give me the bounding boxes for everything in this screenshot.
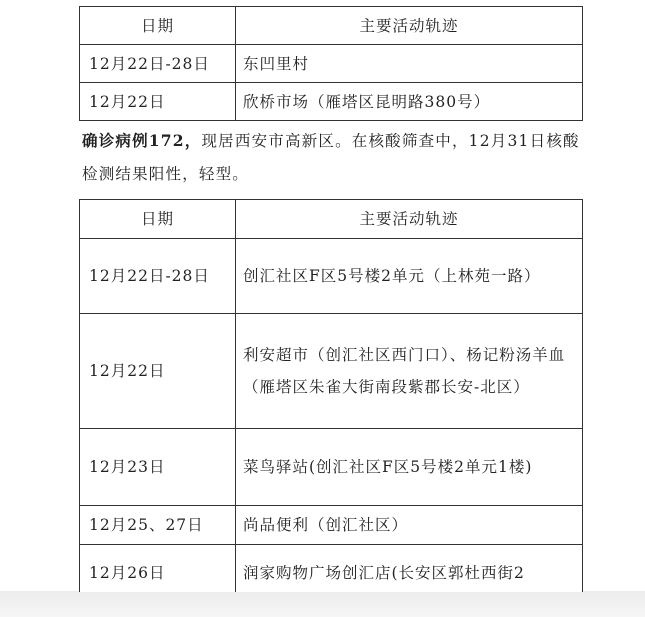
case-label: 确诊病例172，	[82, 131, 202, 150]
bottom-shade	[0, 591, 645, 617]
row-date: 12月26日	[80, 545, 236, 592]
row-activity: 欣桥市场（雁塔区昆明路380号）	[236, 83, 583, 121]
row-activity: 创汇社区F区5号楼2单元（上林苑一路）	[236, 239, 583, 314]
row-activity: 尚品便利（创汇社区）	[236, 506, 583, 545]
row-date: 12月23日	[80, 428, 236, 505]
table-row	[80, 239, 583, 314]
table-header-row	[80, 200, 583, 239]
table-row	[80, 545, 583, 592]
table-row	[80, 314, 583, 428]
header-activity: 主要活动轨迹	[236, 7, 583, 45]
table-row	[80, 506, 583, 545]
row-activity: 菜鸟驿站(创汇社区F区5号楼2单元1楼)	[236, 428, 583, 505]
row-date: 12月22日-28日	[80, 45, 236, 83]
activity-table-2	[79, 199, 583, 592]
table-row	[80, 428, 583, 505]
case-text: 现居西安市高新区。在核酸筛查中，12月31日核酸检测结果阳性，轻型。	[82, 132, 580, 183]
row-date: 12月22日	[80, 314, 236, 428]
row-date: 12月22日	[80, 83, 236, 121]
row-date: 12月25、27日	[80, 506, 236, 545]
header-activity: 主要活动轨迹	[236, 200, 583, 239]
header-date: 日期	[80, 7, 236, 45]
row-activity: 利安超市（创汇社区西门口）、杨记粉汤羊血（雁塔区朱雀大街南段紫郡长安-北区）	[236, 314, 583, 428]
row-activity: 润家购物广场创汇店(长安区郭杜西街2	[236, 545, 583, 592]
row-activity: 东凹里村	[236, 45, 583, 83]
row-date: 12月22日-28日	[80, 239, 236, 314]
header-date: 日期	[80, 200, 236, 239]
